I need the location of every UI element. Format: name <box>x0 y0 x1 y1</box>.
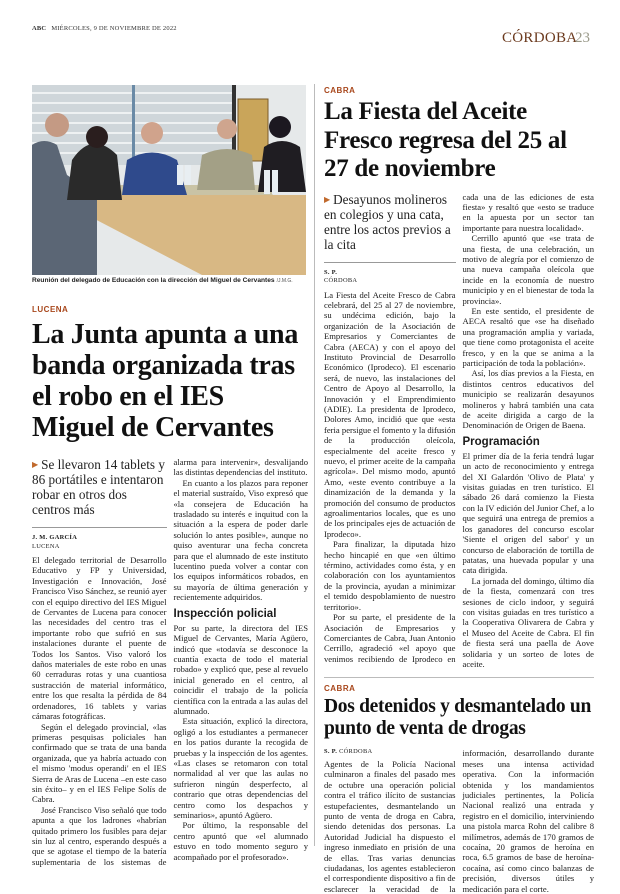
location: CÓRDOBA <box>339 748 373 756</box>
paragraph: Así, los días previos a la Fiesta, en distintos centros educativos del municipio se realizarán desayunos molineros y habrá también una cata de aceite dirigida a cargo de la Denominación de Origen de Baena. <box>462 368 594 431</box>
location: LUCENA <box>32 542 60 550</box>
right-column <box>324 86 594 894</box>
column-divider <box>314 84 315 846</box>
paragraph: Por último, la responsable del centro apuntó que «el alumnado estuvo en todo momento seguro y acompañado por el profesorado». <box>173 820 308 862</box>
paragraph: José Francisco Viso señaló que todo apunta a que los ladrones «habrían quitado primero los fusibles para dejar sin luz al centro, esperando después a que se agotase el tiempo de la batería suplementaria de los sistemas de alarma para intervenir», desvalijando las distintas dependencias del instituto. <box>32 457 308 867</box>
page-header-left <box>32 25 177 32</box>
page-number: 23 <box>575 30 590 46</box>
section-name: CÓRDOBA <box>502 30 578 46</box>
author: S. P. <box>324 268 338 276</box>
paragraph: Cerrillo apuntó que «se trata de una fiesta, de una celebración, un motivo de alegría por el comienzo de una nueva campaña oleícola que incide en la economía de nuestro municipio y en el bienestar de toda la provincia». <box>462 233 594 306</box>
triangle-bullet-icon: ▶ <box>324 194 331 204</box>
author: J. M. GARCÍA <box>32 534 78 541</box>
article1-byline <box>32 527 167 551</box>
article3-body <box>324 748 594 894</box>
paragraph: Por su parte, la directora del IES Miguel de Cervantes, María Agüero, indicó que «todavía se desconoce la cuantía exacta de todo el material robado» y explicó que, pese al revuelo inicial generado en el centro, al coincidir el trabajo de la policía científica con la entrada a las aulas del alumnado. <box>173 622 308 716</box>
paragraph: El primer día de la feria tendrá lugar un acto de reconocimiento y entrega del XI Galardón 'Olivo de Plata' y visitas guiadas en tren turístico. El sábado 26 dará comienzo la Fiesta con la IV edición del Junior Chef, a lo que seguirá una entrega de premios a los ganadores del concurso escolar 'Siente el origen del sabor' y un concurso de elaboración de tortilla de patatas, una huevada popular y una cata dirigida. <box>462 450 594 576</box>
article1-body <box>32 457 308 867</box>
paragraph: En cuanto a los plazos para reponer el material sustraído, Viso expresó que «la consejera de Educación ha trasladado su interés e inquitud con la situación a la espera de poder darle solución lo antes posible», aunque no quiso aventurar una fecha concreta para que el alumnado de este instituto lucentino pueda volver a contar con los equipos informáticos robados, en su mayoría de última generación y recientemente adquiridos. <box>173 477 308 603</box>
paragraph: Esta situación, explicó la directora, ogligó a los estudiantes a permanecer en los patios durante la recogida de pruebas y la inspección de los agentes. «Las clases se retomaron con total normalidad al ver que las aulas no sufrieron ningún desperfecto, al contrario que otras dependencias del centro como los despachos y seminarios», apuntó Agüero. <box>173 716 308 820</box>
article-divider <box>324 677 594 678</box>
article1-headline: La Junta apunta a una banda organizada tras el robo en el IES Miguel de Cervantes <box>32 319 299 443</box>
article3-headline: Dos detenidos y desmantelado un punto de venta de drogas <box>324 696 591 740</box>
article3-byline <box>324 748 456 757</box>
section-heading: Inspección policial <box>173 607 277 620</box>
article3-kicker: CABRA <box>324 684 356 694</box>
article2-kicker: CABRA <box>324 86 356 95</box>
author: S. P. <box>324 748 338 756</box>
article2-body <box>324 192 594 670</box>
paragraph: Por su parte, el presidente de la Asociación de Empresarios y Comerciantes de Cabra, Juan Antonio Cerrillo, agradeció «el apoyo que venimos recibiendo de Iprodeco en cada una de las ediciones de esta fiesta» y resaltó que «esto se traduce en la apuesta por un sector tan importante para nuestra localidad». <box>324 191 594 664</box>
brand: ABC <box>32 25 47 32</box>
date: MIÉRCOLES, 9 DE NOVIEMBRE DE 2022 <box>51 25 177 32</box>
left-column <box>32 85 308 867</box>
photo-credit: /J.M.G. <box>276 278 293 284</box>
section-heading: Programación <box>462 435 540 448</box>
caption-text: Reunión del delegado de Educación con la dirección del Miguel de Cervantes <box>32 277 275 284</box>
paragraph: Agentes de la Policía Nacional culminaron a finales del pasado mes de octubre una operación policial contra el tráfico ilícito de sustancias estupefacientes, desmantelando un punto de venta de droga en Cabra, siendo detenidas dos personas. La Autoridad Judicial ha dispuesto el ingreso inmediato en prisión de una de ellas. Tras varias denuncias ciudadanas, los agentes establecieron el correspondiente dispositivo a fin de esclarecer la veracidad de la información, desarrollando durante meses una intensa actividad operativa. Con la información obtenida y los mandamientos judiciales pertinentes, la Policía Nacional realizó una entrada y registro en el domicilio, interviniendo una pistola marca Rohn del calibre 8 milímetros, además de 170 gramos de cocaína, 20 gramos de heroína en roca, 6.5 gramos de base de heroína-cocaína, así como cinco balanzas de precisión, diversos útiles y medicación para el corte. <box>324 748 594 894</box>
article1-kicker: LUCENA <box>32 305 69 314</box>
paragraph: Según el delegado provincial, «las primeras pesquisas policiales han confirmado que se trata de una banda organizada, que ya habría actuado con el mismo 'modus operandi' en el IES Sierra de Aras de Lucena –en este caso sin éxito– y en el IES Felipe Solís de Cabra. <box>32 721 167 805</box>
paragraph: La Fiesta del Aceite Fresco de Cabra celebrará, del 25 al 27 de noviembre, su undécima edición, bajo la organización de la Asociación de Empresarios y Comerciantes de Cabra (AECA) y con el apoyo del Instituto Provincial de Desarrollo Económico (Iprodeco). El escenario será, de nuevo, las instalaciones del Centro de Apoyo al Desarrollo, la Innovación y el Emprendimiento (ADIE). La presidenta de Iprodeco, Dolores Amo, incidió que que «esta feria persigue el fomento y la difusión de la producción oleícola, especialmente del aceite fresco y nuevo, el primer aceite de la campaña agrícola». Del mismo modo, apuntó Amo, «este evento contribuye a la dinamización de la demanda y la promoción del consumo de productos agroalimentarios locales, que es uno de los principales ejes de actuación de Iprodeco». <box>324 289 456 539</box>
article1-subhead <box>32 457 167 517</box>
paragraph: El delegado territorial de Desarrollo Educativo y FP y Universidad, Investigación e Innovación, José Francisco Viso Sánchez, se reunió ayer con el equipo directivo del IES Miguel de Cervantes de Lucena para conocer las necesidades del centro tras el importante robo que sufrió en sus instalaciones durante el puente de Todos los Santos. Viso valoró los daños materiales de este robo en unas 60 cerraduras rotas y una cuantiosa sustracción de material informático, entre los que resalta la pérdida de 84 ordenadores, 16 tablets y varias cámaras fotográficas. <box>32 555 167 722</box>
paragraph: En este sentido, el presidente de AECA resaltó que «se ha diseñado una programación amplia y variada, que tiene como protagonista el aceite fresco, y en la que se anima a la participación de toda la población». <box>462 305 594 368</box>
location: CÓRDOBA <box>324 277 358 284</box>
article2-subhead <box>324 192 456 252</box>
article2-headline: La Fiesta del Aceite Fresco regresa del 25 al 27 de noviembre <box>324 98 567 182</box>
triangle-bullet-icon: ▶ <box>32 460 39 469</box>
subhead-text: Desayunos molineros en colegios y una cata, entre los actos previos a la cita <box>324 191 451 252</box>
article2-byline <box>324 262 456 286</box>
paragraph: La jornada del domingo, último día de la fiesta, comenzará con tres sesiones de ciclo indoor, y seguirá con visitas guiadas en tres turístico a la Cooperativa Olivarera de Cabra y el Museo del Aceite de Cabra. El fin de fiesta será una paella de Aove solidaria y un sorteo de lotes de aceite. <box>462 575 594 669</box>
news-photo <box>32 85 306 275</box>
subhead-text: Se llevaron 14 tablets y 86 portátiles e intentaron robar en otros dos centros más <box>32 457 165 517</box>
paragraph: Para finalizar, la diputada hizo hecho hincapié en que «en último término, actividades como ésta, y en colaboración con los ayuntamientos de la provincia, ayudan a minimizar el temido despoblamiento de nuestro territorio». <box>324 539 456 612</box>
photo-caption <box>32 277 308 285</box>
